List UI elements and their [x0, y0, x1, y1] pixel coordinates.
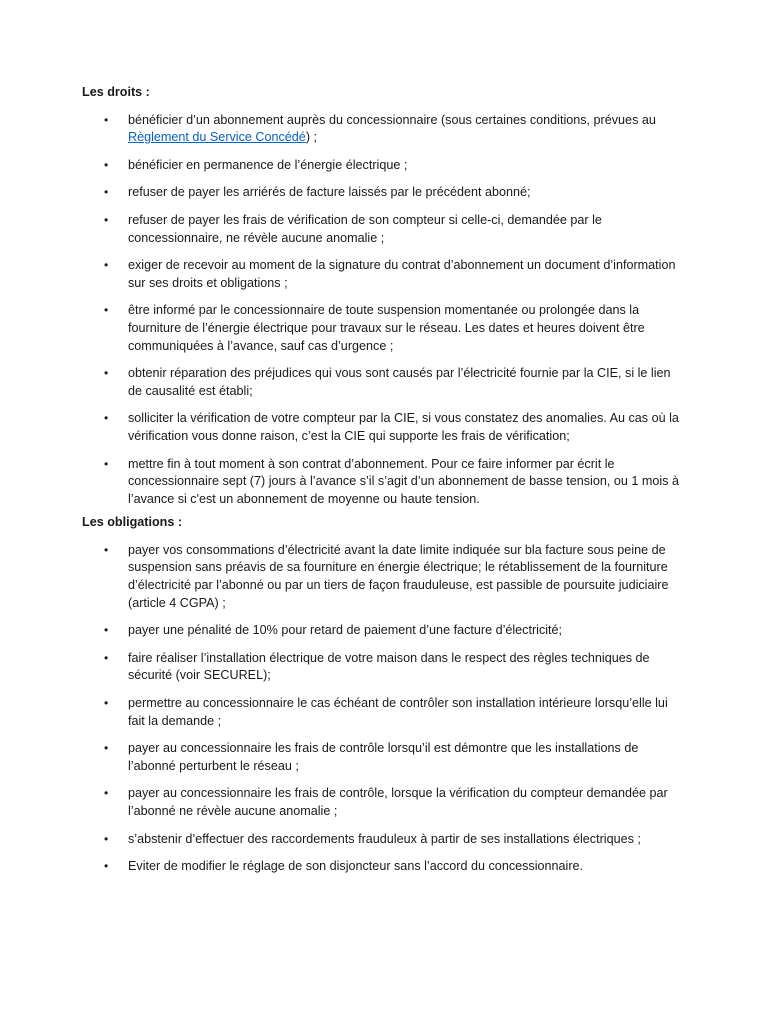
- list-item: [82, 858, 680, 876]
- list-item-text: s’abstenir d’effectuer des raccordements frauduleux à partir de ses installations électriques ;: [128, 831, 641, 846]
- list-item-text: obtenir réparation des préjudices qui vous sont causés par l’électricité fournie par la CIE, si le lien de causalité est établi;: [128, 366, 671, 398]
- droits-heading: Les droits :: [82, 85, 150, 99]
- list-item-text: payer vos consommations d’électricité avant la date limite indiquée sur bla facture sous peine de suspension sans préavis de sa fourniture en énergie électrique; le rétablissement de la fourniture d’électricité par l’abonné ou par un tiers de façon frauduleuse, est passible de poursuite judiciaire (article 4 CGPA) ;: [128, 542, 669, 610]
- list-item: [82, 785, 680, 820]
- list-item-text: payer une pénalité de 10% pour retard de paiement d’une facture d’électricité;: [128, 623, 563, 638]
- bullet-icon: •: [104, 859, 109, 874]
- list-item: [82, 257, 680, 292]
- list-item-text: permettre au concessionnaire le cas échéant de contrôler son installation intérieure lorsqu’elle lui fait la demande ;: [128, 696, 668, 728]
- list-item-text: être informé par le concessionnaire de toute suspension momentanée ou prolongée dans la fourniture de l’énergie électrique pour travaux sur le réseau. Les dates et heures doivent être communiquées à l’avance, sauf cas d’urgence ;: [128, 303, 645, 353]
- list-item: [82, 212, 680, 247]
- bullet-icon: •: [104, 411, 109, 426]
- list-item: [82, 695, 680, 730]
- bullet-icon: •: [104, 623, 109, 638]
- list-item: [82, 184, 680, 202]
- list-item-text: Eviter de modifier le réglage de son disjoncteur sans l’accord du concessionnaire.: [128, 859, 584, 874]
- list-item-text: exiger de recevoir au moment de la signature du contrat d’abonnement un document d’information sur ses droits et obligations ;: [128, 258, 676, 290]
- list-item-text: bénéficier d’un abonnement auprès du concessionnaire (sous certaines conditions, prévues au Règlement du Service Concédé) ;: [128, 112, 656, 145]
- list-item: [82, 650, 680, 685]
- list-item-text: payer au concessionnaire les frais de contrôle, lorsque la vérification du compteur demandée par l’abonné ne révèle aucune anomalie ;: [128, 786, 668, 818]
- list-item: [82, 302, 680, 355]
- bullet-icon: •: [104, 456, 109, 471]
- bullet-icon: •: [104, 157, 109, 172]
- reglement-service-concede-link[interactable]: Règlement du Service Concédé: [128, 130, 306, 145]
- bullet-icon: •: [104, 741, 109, 756]
- bullet-icon: •: [104, 542, 109, 557]
- obligations-heading: Les obligations :: [82, 515, 183, 530]
- bullet-icon: •: [104, 303, 109, 318]
- list-item-text: payer au concessionnaire les frais de contrôle lorsqu’il est démontre que les installations de l’abonné perturbent le réseau ;: [128, 741, 639, 773]
- bullet-icon: •: [104, 185, 109, 200]
- bullet-icon: •: [104, 212, 109, 227]
- bullet-icon: •: [104, 258, 109, 273]
- list-item-text: refuser de payer les frais de vérification de son compteur si celle-ci, demandée par le concessionnaire, ne révèle aucune anomalie ;: [128, 212, 602, 245]
- list-item: [82, 112, 680, 147]
- list-item: [82, 542, 680, 612]
- list-item: [82, 365, 680, 400]
- list-item-text: refuser de payer les arriérés de facture laissés par le précédent abonné;: [128, 185, 531, 200]
- bullet-icon: •: [104, 366, 109, 381]
- list-item-text: solliciter la vérification de votre compteur par la CIE, si vous constatez des anomalies. Au cas où la vérification vous donne raison, c’est la CIE qui supporte les frais de vérification;: [128, 411, 679, 443]
- list-item: [82, 456, 680, 509]
- list-item: [82, 622, 680, 640]
- list-item: [82, 740, 680, 775]
- obligations-list: [82, 542, 680, 876]
- bullet-icon: •: [104, 786, 109, 801]
- list-item: [82, 831, 680, 849]
- list-item-text: bénéficier en permanence de l’énergie électrique ;: [128, 157, 408, 172]
- bullet-icon: •: [104, 650, 109, 665]
- list-item-text: faire réaliser l’installation électrique de votre maison dans le respect des règles techniques de sécurité (voir SECUREL);: [128, 650, 650, 683]
- list-item-text: mettre fin à tout moment à son contrat d’abonnement. Pour ce faire informer par écrit le concessionnaire sept (7) jours à l’avance s’il s’agit d’un abonnement de basse tension, ou 1 mois à l’avance si c'est un abonnement de moyenne ou haute tension.: [128, 456, 679, 506]
- droits-list: [82, 112, 680, 509]
- bullet-icon: •: [104, 112, 109, 127]
- document-body: [82, 84, 680, 876]
- bullet-icon: •: [104, 696, 109, 711]
- bullet-icon: •: [104, 831, 109, 846]
- list-item: [82, 157, 680, 175]
- list-item: [82, 410, 680, 445]
